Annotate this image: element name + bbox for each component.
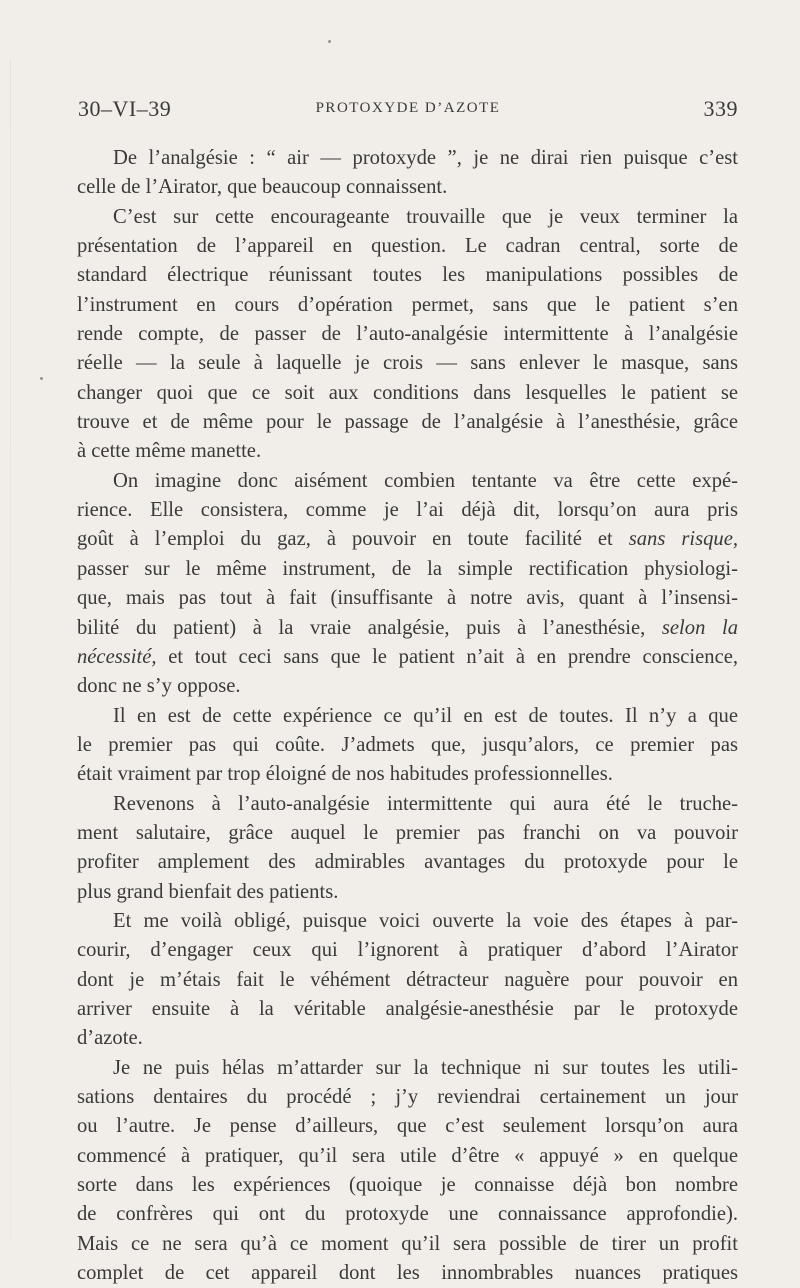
text-line [77, 790, 738, 819]
text-line [77, 173, 738, 202]
text-line [77, 731, 738, 760]
line-text: courir, d’engager ceux qui l’ignorent à pratiquer d’abord l’Airator [77, 939, 738, 962]
line-text: le premier pas qui coûte. J’admets que, jusqu’alors, ce premier pas [77, 733, 738, 756]
line-text: plus grand bienfait des patients. [77, 880, 339, 903]
text-line [77, 643, 738, 672]
line-text: et tout ceci sans que le patient n’ait à en prendre conscience, [156, 645, 738, 668]
line-text: rende compte, de passer de l’auto-analgésie intermittente à l’analgésie [77, 323, 738, 346]
text-line [77, 672, 738, 701]
page-number: 339 [703, 96, 738, 121]
body-text [77, 144, 738, 1288]
line-text: changer quoi que ce soit aux conditions dans lesquelles le patient se [77, 381, 738, 404]
line-text: trouve et de même pour le passage de l’analgésie à l’anesthésie, grâce [77, 411, 738, 434]
text-line [77, 1024, 738, 1053]
text-line [77, 819, 738, 848]
italic-text: sans risque, [628, 528, 738, 551]
print-speck [328, 40, 331, 43]
text-line [77, 907, 738, 936]
text-line [77, 878, 738, 907]
italic-text: nécessité, [77, 645, 157, 668]
line-text: d’azote. [77, 1027, 143, 1050]
text-line [77, 1112, 738, 1141]
text-line [77, 496, 738, 525]
text-line [77, 203, 738, 232]
text-line [77, 1230, 738, 1259]
text-line [77, 232, 738, 261]
line-text: ou l’autre. Je pense d’ailleurs, que c’est seulement lorsqu’on aura [77, 1115, 738, 1138]
text-line [77, 144, 738, 173]
line-text: standard électrique réunissant toutes les manipulations possibles de [77, 264, 738, 287]
text-line [77, 966, 738, 995]
text-line [77, 467, 738, 496]
line-text: que, mais pas tout à fait (insuffisante à notre avis, quant à l’insensi- [77, 587, 738, 610]
line-text: profiter amplement des admirables avantages du protoxyde pour le [77, 851, 738, 874]
margin-dot [40, 377, 43, 380]
italic-text: selon la [661, 616, 738, 639]
line-text: Il en est de cette expérience ce qu’il en est de toutes. Il n’y a que [113, 704, 738, 727]
line-text: présentation de l’appareil en question. Le cadran central, sorte de [77, 235, 738, 258]
text-line [77, 1259, 738, 1288]
line-text: Et me voilà obligé, puisque voici ouverte la voie des étapes à par- [113, 909, 738, 932]
text-line [77, 437, 738, 466]
line-text: de confrères qui ont du protoxyde une connaissance approfondie). [77, 1203, 738, 1226]
text-line [77, 702, 738, 731]
line-text: C’est sur cette encourageante trouvaille que je veux terminer la [113, 205, 738, 228]
line-text: Je ne puis hélas m’attarder sur la technique ni sur toutes les utili- [113, 1056, 738, 1079]
line-text: à cette même manette. [77, 440, 262, 463]
text-line [77, 760, 738, 789]
text-line [77, 525, 738, 554]
text-line [77, 1054, 738, 1083]
text-line [77, 995, 738, 1024]
text-line [77, 936, 738, 965]
line-text: dont je m’étais fait le véhément détracteur naguère pour pouvoir en [77, 968, 738, 991]
line-text: Mais ce ne sera qu’à ce moment qu’il sera possible de tirer un profit [77, 1232, 738, 1255]
line-text: celle de l’Airator, que beaucoup connaissent. [77, 176, 448, 199]
text-line [77, 349, 738, 378]
line-text: sorte dans les expériences (quoique je connaisse déjà bon nombre [77, 1174, 738, 1197]
text-line [77, 291, 738, 320]
line-text: commencé à pratiquer, qu’il sera utile d’être « appuyé » en quelque [77, 1144, 738, 1167]
running-header [78, 96, 738, 126]
text-line [77, 848, 738, 877]
line-text: donc ne s’y oppose. [77, 675, 241, 698]
header-title: PROTOXYDE D’AZOTE [315, 100, 501, 116]
header-date: 30–VI–39 [78, 96, 172, 121]
text-line [77, 261, 738, 290]
line-text: était vraiment par trop éloigné de nos habitudes professionnelles. [77, 763, 613, 786]
line-text: sations dentaires du procédé ; j’y reviendrai certainement un jour [77, 1086, 738, 1108]
text-line [77, 555, 738, 584]
text-line [77, 584, 738, 613]
page-edge-shadow [10, 60, 11, 1240]
text-line [77, 1171, 738, 1200]
text-line [77, 614, 738, 643]
line-text: De l’analgésie : “ air — protoxyde ”, je ne dirai rien puisque c’est [113, 147, 738, 169]
line-text: ment salutaire, grâce auquel le premier pas franchi on va pouvoir [77, 821, 738, 844]
text-line [77, 379, 738, 408]
line-text: réelle — la seule à laquelle je crois — sans enlever le masque, sans [77, 352, 738, 375]
line-text: l’instrument en cours d’opération permet, sans que le patient s’en [77, 293, 738, 316]
line-text: On imagine donc aisément combien tentante va être cette expé- [113, 469, 738, 492]
text-line [77, 1142, 738, 1171]
line-text: goût à l’emploi du gaz, à pouvoir en toute facilité et [77, 528, 629, 551]
line-text: arriver ensuite à la véritable analgésie-anesthésie par le protoxyde [77, 997, 738, 1020]
text-line [77, 1200, 738, 1229]
text-line [77, 1083, 738, 1112]
line-text: Revenons à l’auto-analgésie intermittente qui aura été le truche- [113, 792, 738, 815]
text-line [77, 320, 738, 349]
line-text: passer sur le même instrument, de la simple rectification physiologi- [77, 557, 738, 580]
line-text: rience. Elle consistera, comme je l’ai déjà dit, lorsqu’on aura pris [77, 499, 738, 522]
text-line [77, 408, 738, 437]
line-text: complet de cet appareil dont les innombrables nuances pratiques [77, 1262, 738, 1285]
line-text: bilité du patient) à la vraie analgésie, puis à l’anesthésie, [77, 616, 662, 639]
